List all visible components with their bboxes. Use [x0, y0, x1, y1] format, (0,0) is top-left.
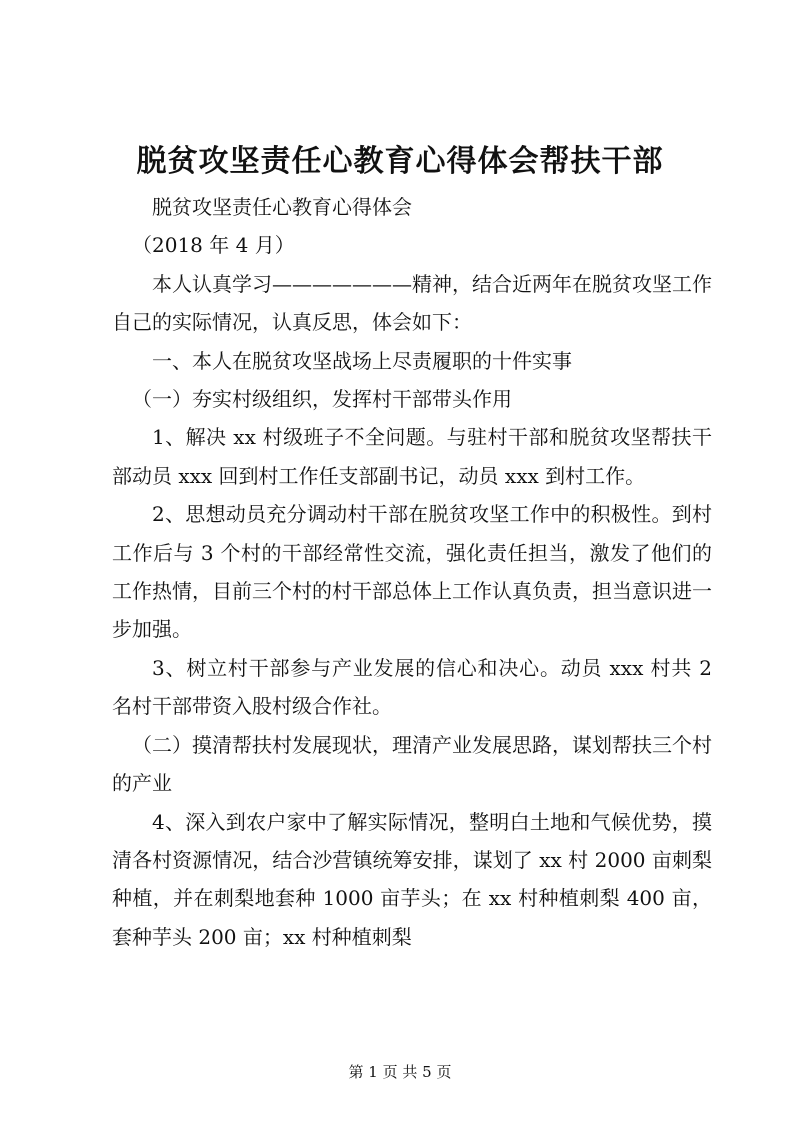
item-paragraph-2: 2、思想动员充分调动村干部在脱贫攻坚工作中的积极性。到村工作后与 3 个村的干部经常性交流，强化责任担当，激发了他们的工作热情，目前三个村的村干部总体上工作认真负责，担当意识进一步加强。: [112, 502, 712, 642]
item-paragraph-3: 3、树立村干部参与产业发展的信心和决心。动员 xxx 村共 2 名村干部带资入股村级合作社。: [112, 655, 712, 719]
intro-paragraph: 本人认真学习———————精神，结合近两年在脱贫攻坚工作自己的实际情况，认真反思，体会如下：: [112, 271, 712, 335]
document-title: 脱贫攻坚责任心教育心得体会帮扶干部: [136, 144, 664, 179]
item-paragraph-4: 4、深入到农户家中了解实际情况，整明白土地和气候优势，摸清各村资源情况，结合沙营镇统筹安排，谋划了 xx 村 2000 亩刺梨种植，并在刺梨地套种 1000 亩芋头；在 xx 村种植刺梨 400 亩，套种芋头 200 亩；xx 村种植刺梨: [112, 809, 712, 949]
document-body: [112, 188, 712, 956]
subsection-heading-2: （二）摸清帮扶村发展现状，理清产业发展思路，谋划帮扶三个村的产业: [112, 732, 712, 796]
section-heading-1: 一、本人在脱贫攻坚战场上尽责履职的十件实事: [152, 348, 572, 373]
page-footer: 第 1 页 共 5 页: [348, 1063, 452, 1081]
subsection-heading-1: （一）夯实村级组织，发挥村干部带头作用: [132, 387, 512, 412]
date-paragraph: （2018 年 4 月）: [132, 233, 295, 258]
item-paragraph-1: 1、解决 xx 村级班子不全问题。与驻村干部和脱贫攻坚帮扶干部动员 xxx 回到村工作任支部副书记，动员 xxx 到村工作。: [112, 425, 712, 488]
subtitle-paragraph: 脱贫攻坚责任心教育心得体会: [152, 195, 412, 219]
